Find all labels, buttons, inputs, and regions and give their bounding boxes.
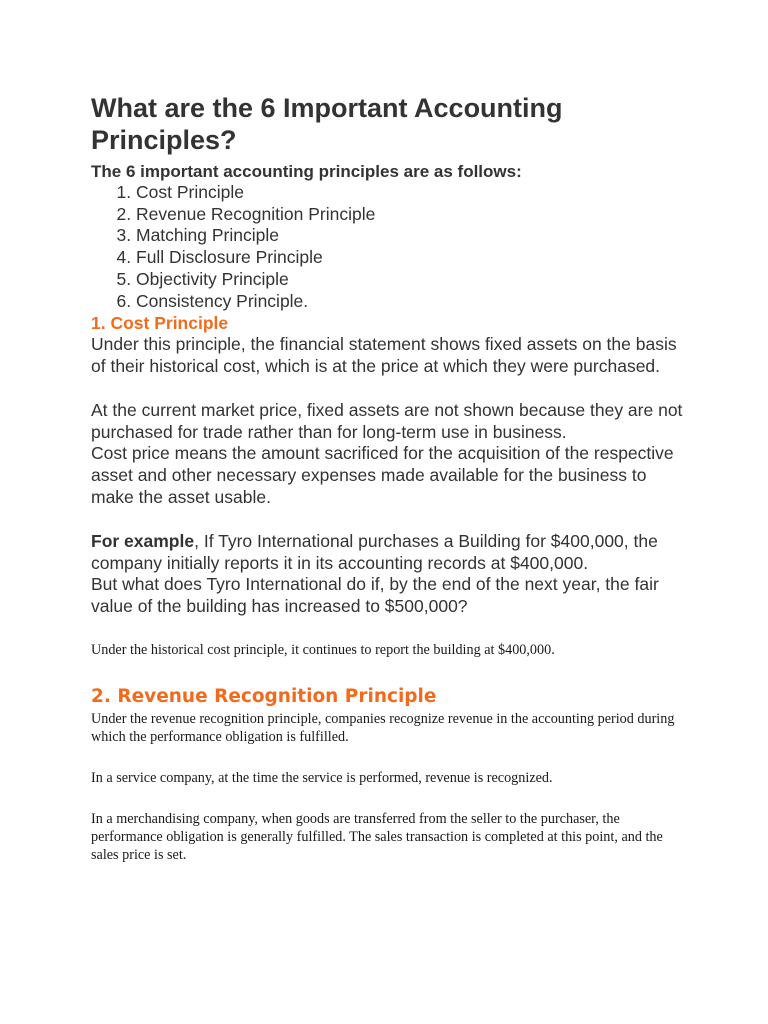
cost-example-question: But what does Tyro International do if, by the end of the next year, the fair value of the building has increased to $500,000? xyxy=(91,574,659,617)
list-item: 5. Objectivity Principle xyxy=(136,269,691,291)
revenue-paragraph-3: In a merchandising company, when goods are transferred from the seller to the purchaser, the performance obligation is generally fulfilled. The sales transaction is completed at this point, and the sales price is set. xyxy=(91,810,663,863)
cost-paragraph-1: Under this principle, the financial statement shows fixed assets on the basis of their historical cost, which is at the price at which they were purchased. xyxy=(91,334,677,377)
list-item: 2. Revenue Recognition Principle xyxy=(136,204,691,226)
revenue-paragraph-1: Under the revenue recognition principle, companies recognize revenue in the accounting period during which the performance obligation is fulfilled. xyxy=(91,710,675,745)
cost-paragraph-2a: At the current market price, fixed assets are not shown because they are not purchased for trade rather than for long-term use in business. xyxy=(91,399,683,442)
cost-principle-heading: 1. Cost Principle xyxy=(91,313,229,334)
example-label: For example xyxy=(91,530,195,551)
page-title: What are the 6 Important Accounting Principles? xyxy=(91,93,563,155)
revenue-principle-heading: 2. Revenue Recognition Principle xyxy=(91,685,437,707)
cost-conclusion: Under the historical cost principle, it continues to report the building at $400,000. xyxy=(91,641,555,658)
intro-text: The 6 important accounting principles are as follows: xyxy=(91,162,522,181)
list-item: 1. Cost Principle xyxy=(136,182,691,204)
principles-list xyxy=(91,182,691,312)
list-item: 3. Matching Principle xyxy=(136,225,691,247)
document-page xyxy=(91,92,691,864)
revenue-paragraph-2: In a service company, at the time the service is performed, revenue is recognized. xyxy=(91,769,553,786)
list-item: 4. Full Disclosure Principle xyxy=(136,247,691,269)
cost-example-paragraph xyxy=(91,531,691,575)
example-text: , If Tyro International purchases a Building for $400,000, the company initially reports it in its accounting records at $400,000. xyxy=(91,530,658,573)
cost-paragraph-2b: Cost price means the amount sacrificed for the acquisition of the respective asset and other necessary expenses made available for the business to make the asset usable. xyxy=(91,443,674,507)
list-item: 6. Consistency Principle. xyxy=(136,291,691,313)
